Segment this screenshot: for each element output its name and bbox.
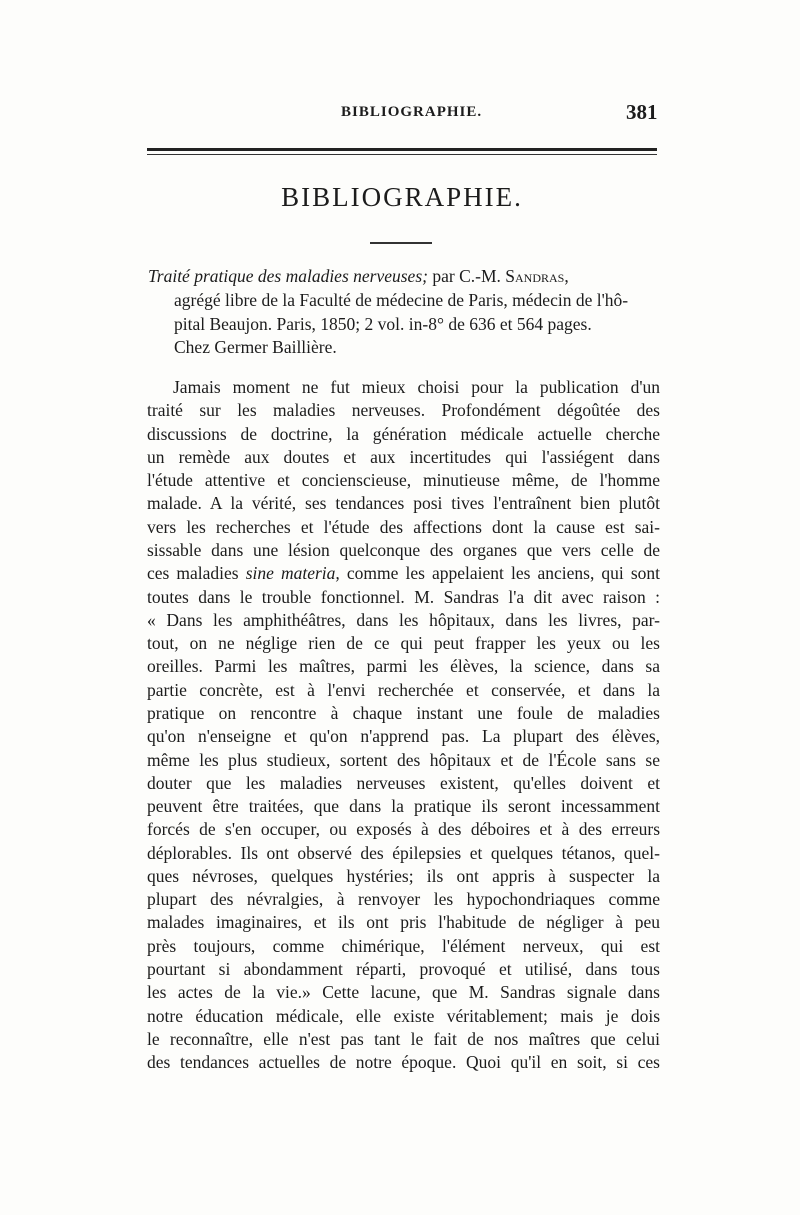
citation-line-3: pital Beaujon. Paris, 1850; 2 vol. in-8° de 636 et 564 pages. xyxy=(174,313,592,334)
latin-phrase: sine materia, xyxy=(245,563,340,584)
body-line xyxy=(147,562,660,585)
body-line: oreilles. Parmi les maîtres, parmi les élèves, la science, dans sa xyxy=(147,656,660,677)
body-line: peuvent être traitées, que dans la pratique ils seront incessamment xyxy=(147,796,660,817)
body-line: l'étude attentive et concienscieuse, minutieuse même, de l'homme xyxy=(147,470,660,491)
author-name: Sandras xyxy=(505,266,565,286)
body-line: « Dans les amphithéâtres, dans les hôpitaux, dans les livres, par- xyxy=(147,609,660,630)
citation-by: par C.-M. xyxy=(427,266,506,286)
body-line: près toujours, comme chimérique, l'élément nerveux, qui est xyxy=(147,935,660,956)
body-line: partie concrète, est à l'envi recherchée et conservée, et dans la xyxy=(147,679,660,700)
title-divider xyxy=(370,242,432,244)
body-line: ques névroses, quelques hystéries; ils ont appris à suspecter la xyxy=(147,865,660,886)
body-line: vers les recherches et l'étude des affections dont la cause est sai- xyxy=(147,516,660,537)
body-line: malade. A la vérité, ses tendances posi tives l'entraînent bien plutôt xyxy=(147,493,660,514)
body-line: malades imaginaires, et ils ont pris l'habitude de négliger à peu xyxy=(147,912,660,933)
body-line: plupart des névralgies, à renvoyer les hypochondriaques comme xyxy=(147,889,660,910)
body-line: qu'on n'enseigne et qu'on n'apprend pas. La plupart des élèves, xyxy=(147,726,660,747)
body-line: forcés de s'en occuper, ou exposés à des déboires et à des erreurs xyxy=(147,819,660,840)
header-rule-thick xyxy=(147,148,657,151)
running-head: BIBLIOGRAPHIE. xyxy=(341,104,483,120)
body-line: toutes dans le trouble fonctionnel. M. Sandras l'a dit avec raison : xyxy=(147,586,660,607)
review-body xyxy=(147,376,660,1074)
body-line: le reconnaître, elle n'est pas tant le fait de nos maîtres que celui xyxy=(147,1028,660,1049)
citation-line-2: agrégé libre de la Faculté de médecine de Paris, médecin de l'hô- xyxy=(174,289,629,310)
citation-line-1 xyxy=(148,265,660,289)
page-number: 381 xyxy=(626,100,658,124)
citation-comma: , xyxy=(564,266,569,286)
body-line: un remède aux doutes et aux incertitudes qui l'assiégent dans xyxy=(147,446,660,467)
body-line-part: comme les appelaient les anciens, qui sont xyxy=(339,563,660,584)
book-title: Traité pratique des maladies nerveuses; xyxy=(148,266,428,286)
body-line: même les plus studieux, sortent des hôpitaux et de l'École sans se xyxy=(147,749,660,770)
body-line: Jamais moment ne fut mieux choisi pour la publication d'un xyxy=(173,377,660,397)
body-line: discussions de doctrine, la génération médicale actuelle cherche xyxy=(147,423,660,444)
body-line: des tendances actuelles de notre époque. Quoi qu'il en soit, si ces xyxy=(147,1052,660,1073)
bibliographic-citation xyxy=(148,265,660,360)
body-line: sissable dans une lésion quelconque des organes que vers celle de xyxy=(147,539,660,560)
body-line: déplorables. Ils ont observé des épilepsies et quelques tétanos, quel- xyxy=(147,842,660,863)
body-line: les actes de la vie.» Cette lacune, que M. Sandras signale dans xyxy=(147,982,660,1003)
header-rule-thin xyxy=(147,154,657,155)
body-line: tout, on ne néglige rien de ce qui peut frapper les yeux ou les xyxy=(147,633,660,654)
body-line: notre éducation médicale, elle existe véritablement; mais je dois xyxy=(147,1005,660,1026)
body-line: pourtant si abondamment réparti, provoqué et utilisé, dans tous xyxy=(147,959,660,980)
body-line: douter que les maladies nerveuses existent, qu'elles doivent et xyxy=(147,772,660,793)
body-line: traité sur les maladies nerveuses. Profondément dégoûtée des xyxy=(147,400,660,421)
citation-line-4: Chez Germer Baillière. xyxy=(174,337,337,358)
body-line: pratique on rencontre à chaque instant une foule de maladies xyxy=(147,702,660,723)
section-title: BIBLIOGRAPHIE. xyxy=(281,182,523,212)
body-line-part: ces maladies xyxy=(147,563,246,584)
